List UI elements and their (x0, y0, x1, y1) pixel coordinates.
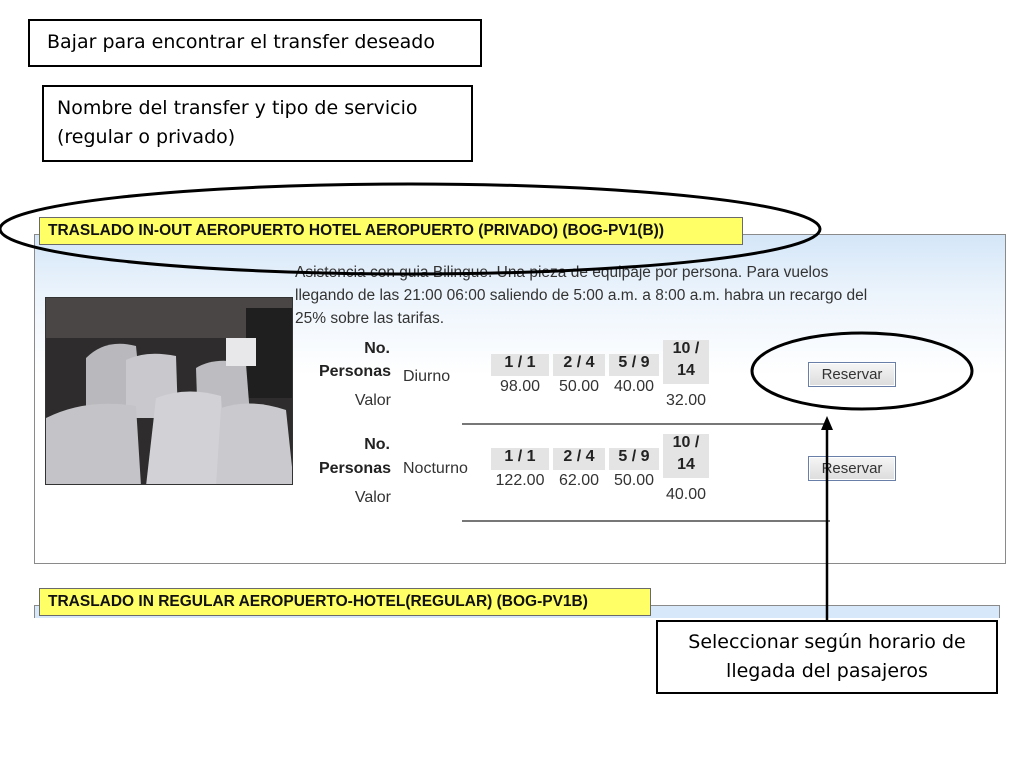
schedule-select-callout-line2: llegada del pasajeros (726, 660, 928, 682)
range-cell: 5 / 9 (609, 448, 659, 470)
schedule-select-callout-line1: Seleccionar según horario de (688, 631, 966, 653)
range-cell: 1 / 1 (491, 448, 549, 470)
description-line: Asistencia con guia Bilingue. Una pieza de equipaje por persona. Para vuelos (295, 264, 829, 281)
arrow-head-icon (821, 416, 833, 430)
range-cell: 14 (663, 456, 709, 478)
valor-label: Valor (354, 489, 391, 506)
price-cell: 50.00 (613, 472, 655, 489)
schedule-label: Diurno (403, 368, 451, 385)
description-line: llegando de las 21:00 06:00 saliendo de 5:00 a.m. a 8:00 a.m. habra un recargo del (295, 287, 868, 304)
transfer-name-callout-line2: (regular o privado) (57, 126, 236, 148)
description-line: 25% sobre las tarifas. (295, 310, 445, 327)
range-cell: 14 (663, 362, 709, 384)
price-cell: 62.00 (558, 472, 600, 489)
price-cell: 98.00 (499, 378, 541, 395)
range-cell: 1 / 1 (491, 354, 549, 376)
transfer-name-callout-line1: Nombre del transfer y tipo de servicio (57, 97, 418, 119)
transfer-title-private: TRASLADO IN-OUT AEROPUERTO HOTEL AEROPUERTO (PRIVADO) (BOG-PV1(B)) (39, 217, 743, 245)
price-cell: 40.00 (613, 378, 655, 395)
range-cell: 10 / (663, 434, 709, 456)
range-cell: 10 / (663, 340, 709, 362)
transfer-title-regular: TRASLADO IN REGULAR AEROPUERTO-HOTEL(REGULAR) (BOG-PV1B) (39, 588, 651, 616)
reserve-button-diurno[interactable]: Reservar (808, 362, 896, 387)
no-label: No. (364, 436, 390, 453)
title-highlight-ellipse (0, 184, 820, 274)
personas-label: Personas (318, 460, 391, 477)
reserve-button-nocturno[interactable]: Reservar (808, 456, 896, 481)
price-cell: 122.00 (495, 472, 545, 489)
price-cell: 40.00 (665, 486, 707, 503)
price-cell: 32.00 (665, 392, 707, 409)
personas-label: Personas (318, 363, 391, 380)
range-cell: 5 / 9 (609, 354, 659, 376)
range-cell: 2 / 4 (553, 354, 605, 376)
valor-label: Valor (354, 392, 391, 409)
range-cell: 2 / 4 (553, 448, 605, 470)
schedule-label: Nocturno (403, 460, 468, 477)
no-label: No. (364, 340, 390, 357)
reserve-highlight-ellipse (752, 333, 972, 409)
scroll-instruction-text: Bajar para encontrar el transfer deseado (47, 31, 435, 53)
price-cell: 50.00 (558, 378, 600, 395)
